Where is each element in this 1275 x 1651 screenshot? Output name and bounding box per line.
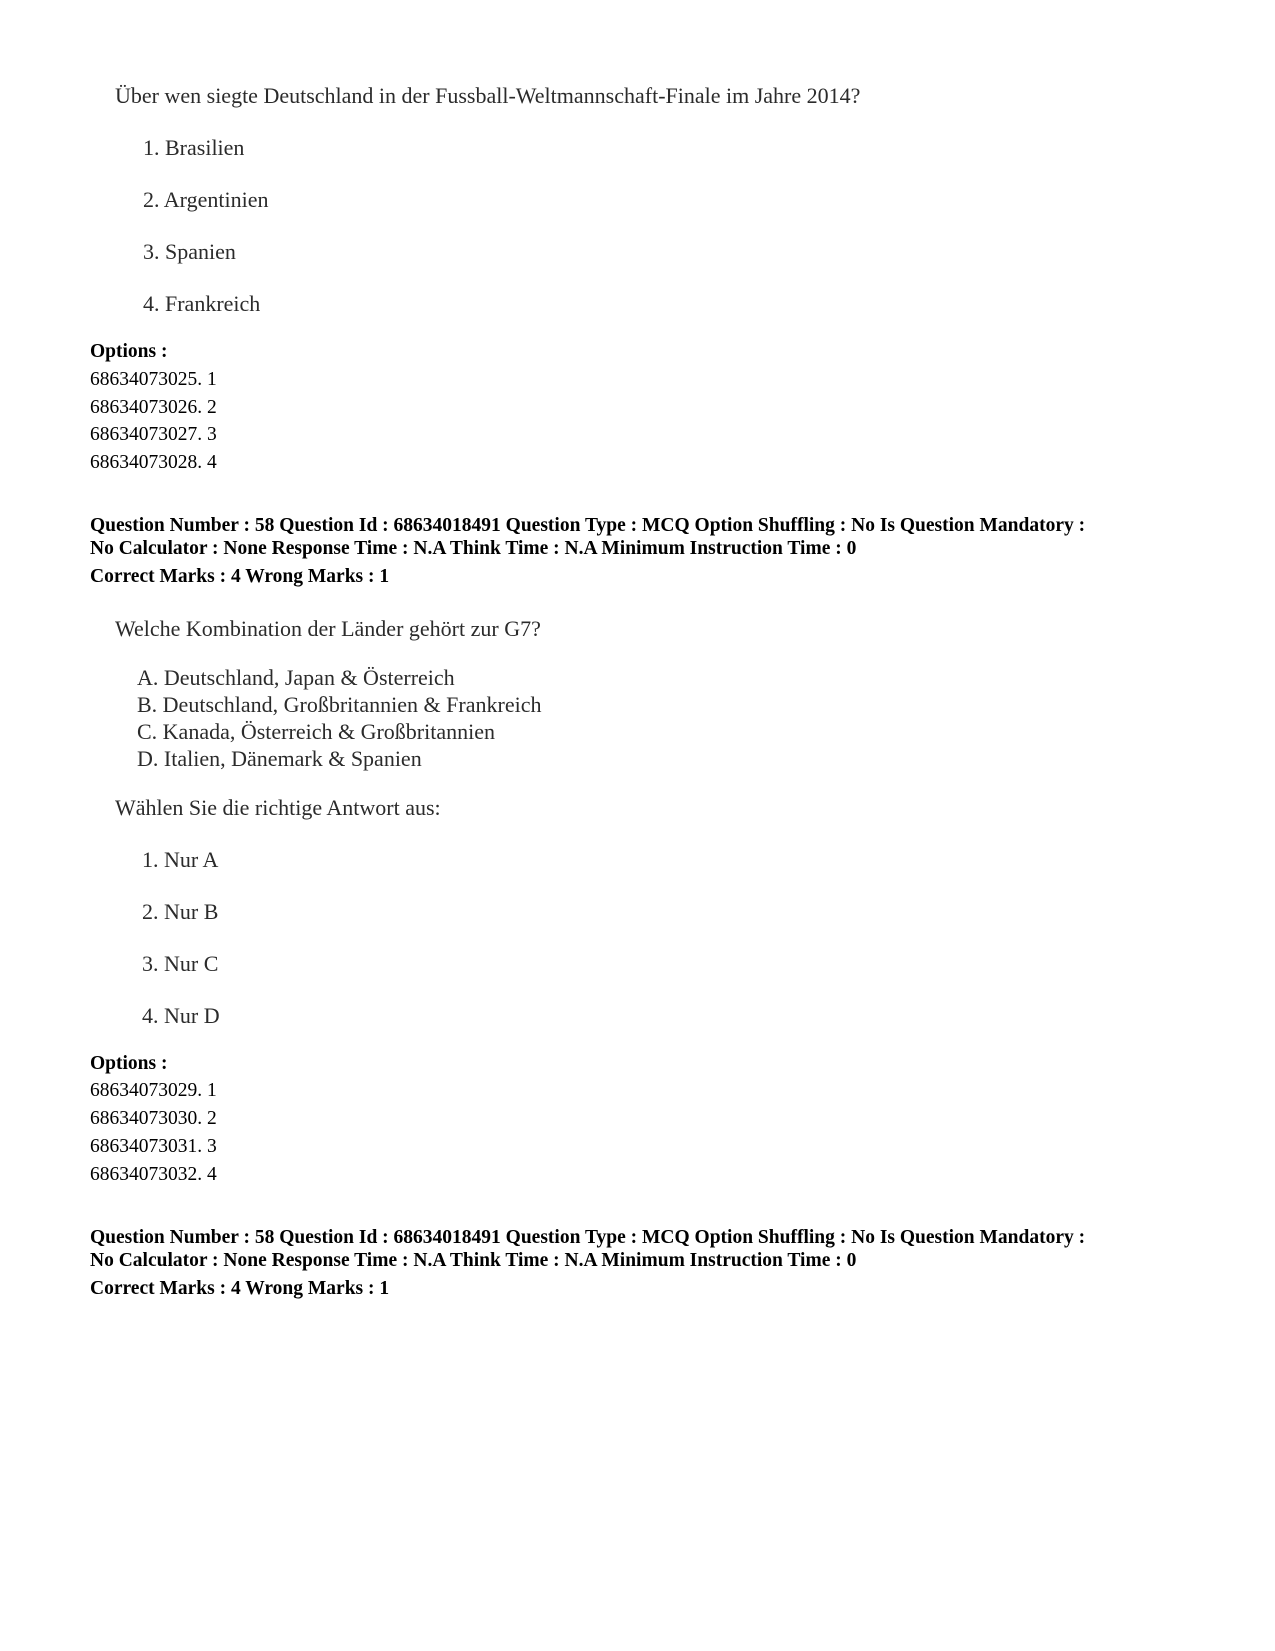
statement-item: D. Italien, Dänemark & Spanien [137, 746, 422, 771]
option-id: 68634073025. 1 [90, 369, 217, 390]
answer-choice: 4. Frankreich [143, 291, 261, 316]
question-meta-line: No Calculator : None Response Time : N.A Think Time : N.A Minimum Instruction Time : 0 [90, 538, 857, 559]
options-label: Options : [90, 1053, 168, 1074]
option-id: 68634073026. 2 [90, 397, 217, 418]
statement-item: C. Kanada, Österreich & Großbritannien [137, 719, 495, 744]
option-id: 68634073032. 4 [90, 1164, 217, 1185]
marks-line: Correct Marks : 4 Wrong Marks : 1 [90, 1278, 390, 1299]
answer-choice: 1. Nur A [142, 847, 219, 872]
question-meta-line: Question Number : 58 Question Id : 68634018491 Question Type : MCQ Option Shuffling : No Is Question Mandatory : [90, 1227, 1086, 1248]
answer-choice: 2. Nur B [142, 899, 219, 924]
question-meta-line: No Calculator : None Response Time : N.A Think Time : N.A Minimum Instruction Time : 0 [90, 1250, 857, 1271]
marks-line: Correct Marks : 4 Wrong Marks : 1 [90, 566, 390, 587]
answer-choice: 4. Nur D [142, 1003, 220, 1028]
question-prompt: Wählen Sie die richtige Antwort aus: [115, 795, 441, 820]
answer-choice: 2. Argentinien [143, 187, 269, 212]
option-id: 68634073031. 3 [90, 1136, 217, 1157]
option-id: 68634073030. 2 [90, 1108, 217, 1129]
question-meta-line: Question Number : 58 Question Id : 68634018491 Question Type : MCQ Option Shuffling : No Is Question Mandatory : [90, 515, 1086, 536]
answer-choice: 3. Spanien [143, 239, 236, 264]
question-text: Welche Kombination der Länder gehört zur G7? [115, 616, 541, 641]
option-id: 68634073028. 4 [90, 452, 217, 473]
question-text: Über wen siegte Deutschland in der Fussball-Weltmannschaft-Finale im Jahre 2014? [115, 83, 861, 108]
option-id: 68634073029. 1 [90, 1080, 217, 1101]
statement-item: B. Deutschland, Großbritannien & Frankreich [137, 692, 542, 717]
option-id: 68634073027. 3 [90, 424, 217, 445]
answer-choice: 1. Brasilien [143, 135, 245, 160]
statement-item: A. Deutschland, Japan & Österreich [137, 665, 455, 690]
options-label: Options : [90, 341, 168, 362]
answer-choice: 3. Nur C [142, 951, 219, 976]
